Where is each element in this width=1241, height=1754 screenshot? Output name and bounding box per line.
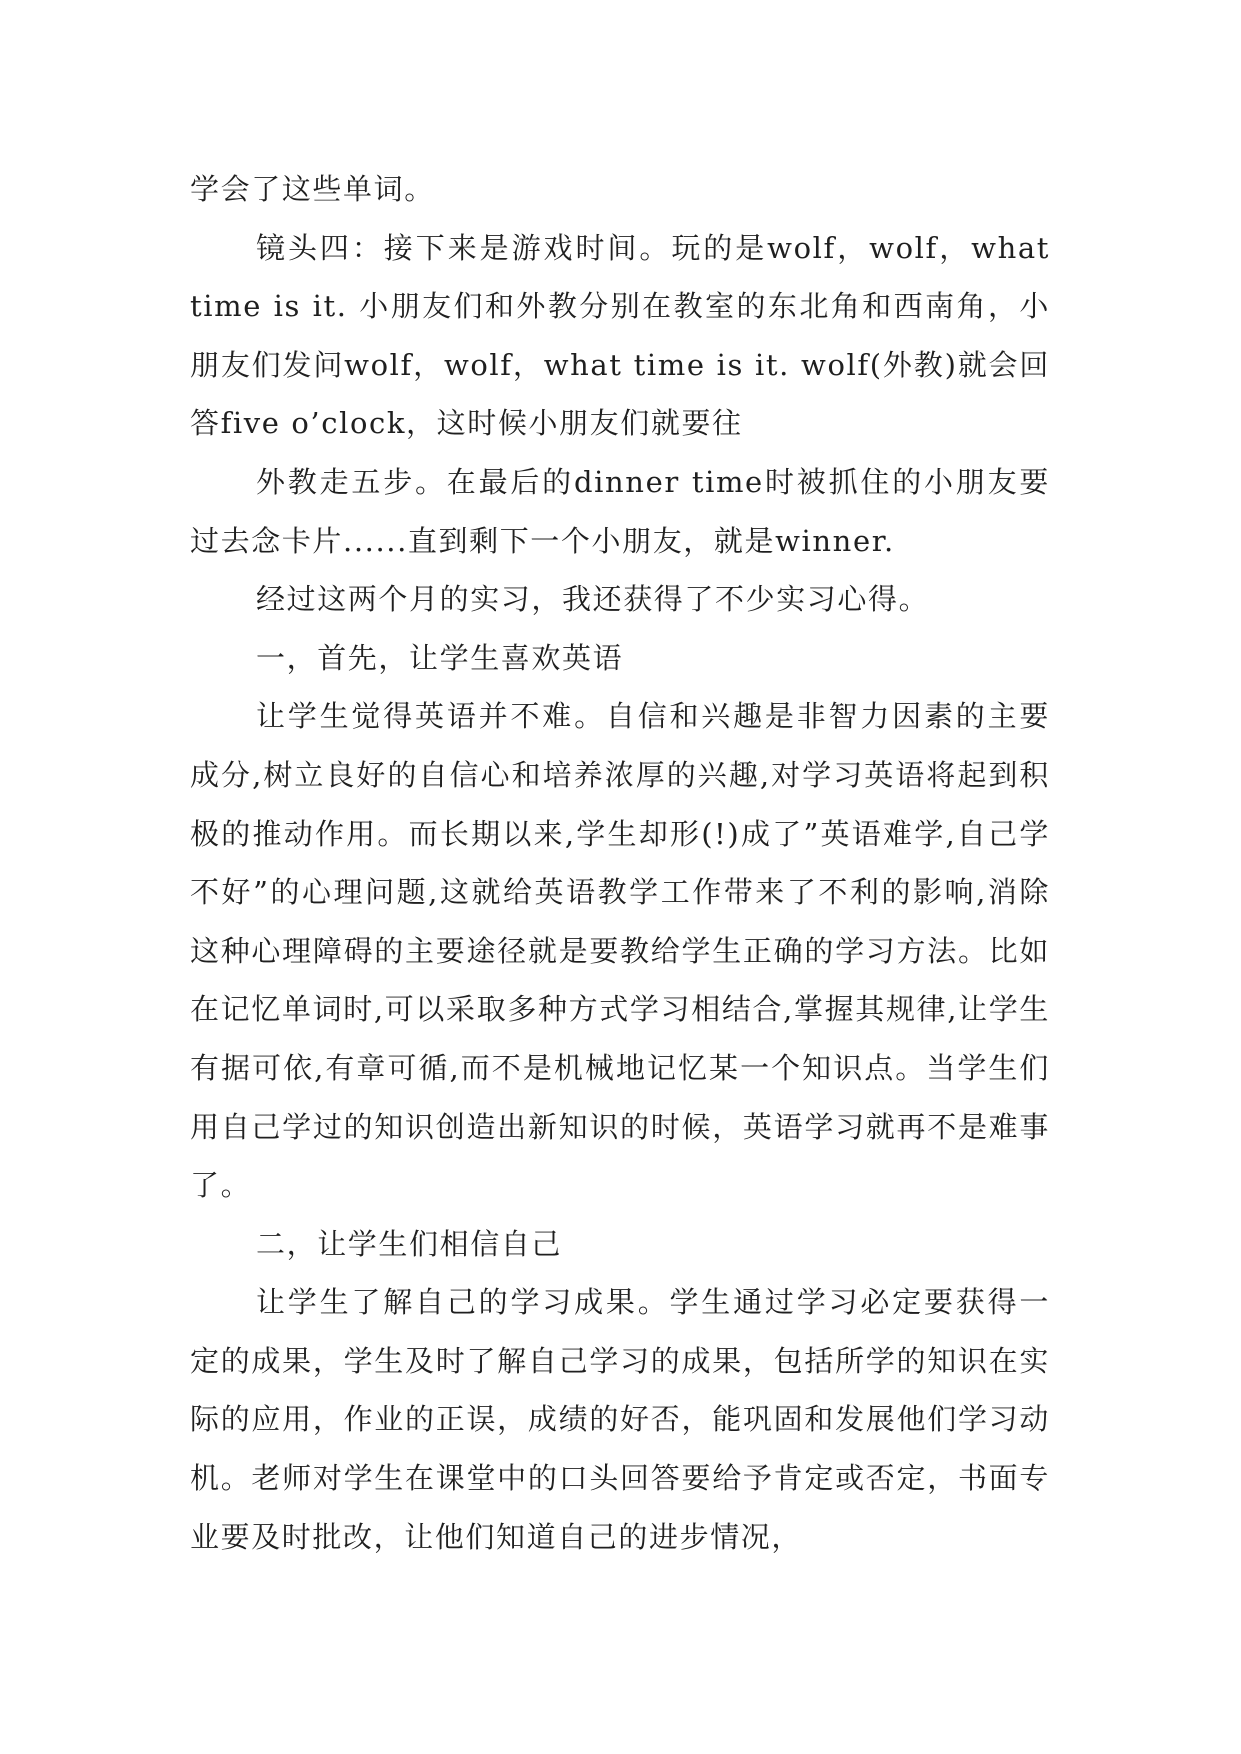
section-heading-two: 二，让学生们相信自己	[256, 1226, 563, 1261]
paragraph-section-two-body: 让学生了解自己的学习成果。学生通过学习必定要获得一定的成果，学生及时了解自己学习的成果，包括所学的知识在实际的应用，作业的正误，成绩的好否，能巩固和发展他们学习动机。老师对学生在课堂中的口头回答要给予肯定或否定，书面专业要及时批改，让他们知道自己的进步情况，	[190, 1285, 1050, 1554]
section-heading-one: 一，首先，让学生喜欢英语	[256, 640, 624, 675]
paragraph-section-one-body: 让学生觉得英语并不难。自信和兴趣是非智力因素的主要成分,树立良好的自信心和培养浓厚的兴趣,对学习英语将起到积极的推动作用。而长期以来,学生却形(!)成了”英语难学,自己学不好”的心理问题,这就给英语教学工作带来了不利的影响,消除这种心理障碍的主要途径就是要教给学生正确的学习方法。比如在记忆单词时,可以采取多种方式学习相结合,掌握其规律,让学生有据可依,有章可循,而不是机械地记忆某一个知识点。当学生们用自己学过的知识创造出新知识的时候，英语学习就再不是难事了。	[190, 699, 1050, 1203]
paragraph-scene-four: 镜头四：接下来是游戏时间。玩的是wolf，wolf，what time is it. 小朋友们和外教分别在教室的东北角和西南角，小朋友们发问wolf，wolf，what time is it. wolf(外教)就会回答five o’clock，这时候小朋友们就要往	[190, 230, 1050, 441]
paragraph-intro-tail: 学会了这些单词。	[190, 172, 435, 206]
paragraph-internship-summary: 经过这两个月的实习，我还获得了不少实习心得。	[256, 582, 930, 617]
document-body	[190, 160, 1050, 1566]
paragraph-scene-four-continued: 外教走五步。在最后的dinner time时被抓住的小朋友要过去念卡片......直到剩下一个小朋友，就是winner.	[190, 464, 1050, 558]
